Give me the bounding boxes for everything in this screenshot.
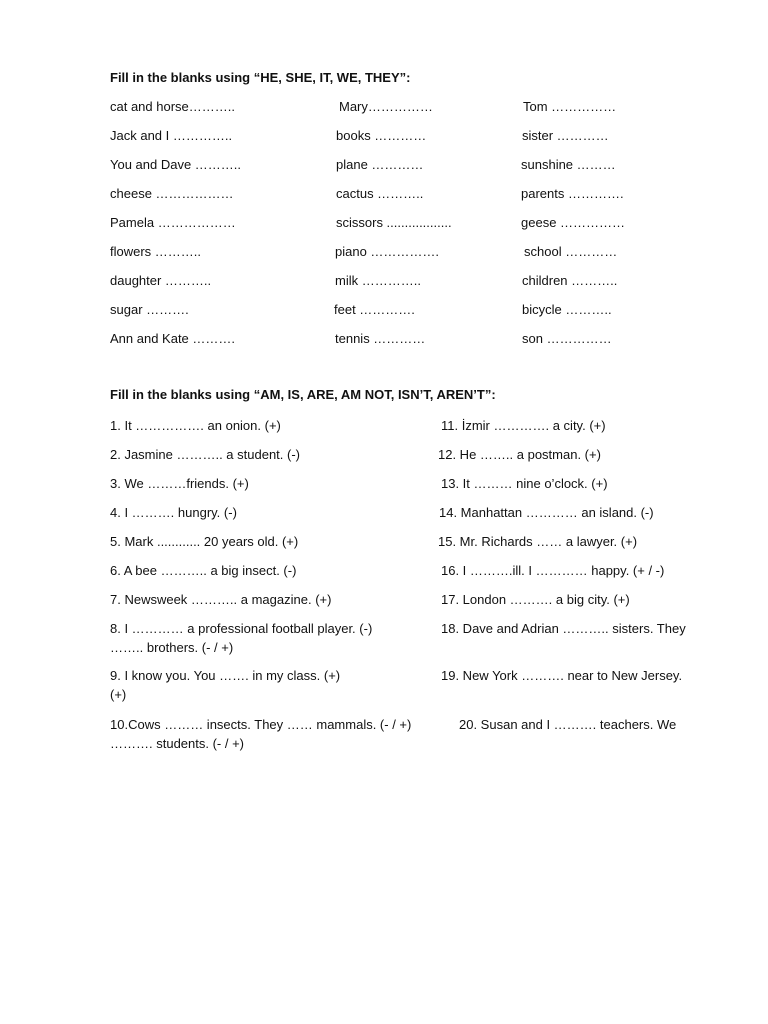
s2-item-11: 11. İzmir …………. a city. (+) (441, 418, 606, 433)
s2-item-2: 2. Jasmine ……….. a student. (-) (110, 447, 301, 462)
section1-heading: Fill in the blanks using “HE, SHE, IT, WE, THEY”: (110, 70, 411, 85)
s2-item-3: 3. We ………friends. (+) (110, 476, 249, 491)
s1-r6-c2: piano ……………. (335, 244, 440, 259)
s2-item-20: 20. Susan and I ………. teachers. We (459, 717, 677, 732)
s1-r8-c2: feet …………. (334, 302, 415, 317)
s2-item-19: 19. New York ………. near to New Jersey. (441, 668, 683, 683)
s1-r7-c3: children ……….. (522, 273, 618, 288)
s1-r1-c1: cat and horse……….. (110, 99, 235, 114)
s2-item-12: 12. He …….. a postman. (+) (438, 447, 601, 462)
s2-item-5: 5. Mark ............ 20 years old. (+) (110, 534, 299, 549)
s2-item-14: 14. Manhattan ………… an island. (-) (439, 505, 654, 520)
s1-r2-c3: sister ………… (522, 128, 609, 143)
s1-r4-c1: cheese ……………… (110, 186, 234, 201)
s2-item-16: 16. I ……….ill. I ………… happy. (+ / -) (441, 563, 665, 578)
s1-r7-c1: daughter ……….. (110, 273, 212, 288)
s1-r9-c2: tennis ………… (335, 331, 426, 346)
s1-r9-c1: Ann and Kate ………. (110, 331, 236, 346)
s2-item-13: 13. It ……… nine o’clock. (+) (441, 476, 608, 491)
s2-item-19-continuation: (+) (110, 687, 127, 702)
s1-r5-c1: Pamela ……………… (110, 215, 236, 230)
s1-r6-c3: school ………… (524, 244, 618, 259)
s1-r3-c2: plane ………… (336, 157, 424, 172)
s1-r9-c3: son …………… (522, 331, 612, 346)
s2-item-7: 7. Newsweek ……….. a magazine. (+) (110, 592, 332, 607)
s2-item-18-continuation: …….. brothers. (- / +) (110, 640, 234, 655)
s1-r4-c2: cactus ……….. (336, 186, 424, 201)
s2-item-18: 18. Dave and Adrian ……….. sisters. They (441, 621, 686, 636)
s2-item-15: 15. Mr. Richards …… a lawyer. (+) (438, 534, 638, 549)
s1-r6-c1: flowers ……….. (110, 244, 202, 259)
s1-r7-c2: milk ………….. (335, 273, 421, 288)
s1-r4-c3: parents …………. (521, 186, 624, 201)
section2-heading: Fill in the blanks using “AM, IS, ARE, AM NOT, ISN’T, AREN’T”: (110, 387, 496, 402)
s2-item-6: 6. A bee ……….. a big insect. (-) (110, 563, 297, 578)
s2-item-10: 10.Cows ……… insects. They …… mammals. (- / +) (110, 717, 412, 732)
s2-item-1: 1. It ……………. an onion. (+) (110, 418, 281, 433)
s1-r5-c3: geese …………… (521, 215, 626, 230)
s1-r2-c2: books ………… (336, 128, 427, 143)
s1-r1-c3: Tom …………… (523, 99, 617, 114)
s2-item-17: 17. London ………. a big city. (+) (441, 592, 630, 607)
s1-r1-c2: Mary…………… (339, 99, 433, 114)
s1-r3-c3: sunshine ……… (521, 157, 616, 172)
s1-r2-c1: Jack and I ………….. (110, 128, 233, 143)
s1-r5-c2: scissors .................. (336, 215, 452, 230)
s2-item-9: 9. I know you. You ……. in my class. (+) (110, 668, 341, 683)
s2-item-8: 8. I ………… a professional football player. (-) (110, 621, 373, 636)
s1-r8-c1: sugar ………. (110, 302, 189, 317)
s1-r3-c1: You and Dave ……….. (110, 157, 242, 172)
s1-r8-c3: bicycle ……….. (522, 302, 612, 317)
s2-item-4: 4. I ………. hungry. (-) (110, 505, 237, 520)
s2-item-20-continuation: ………. students. (- / +) (110, 736, 245, 751)
